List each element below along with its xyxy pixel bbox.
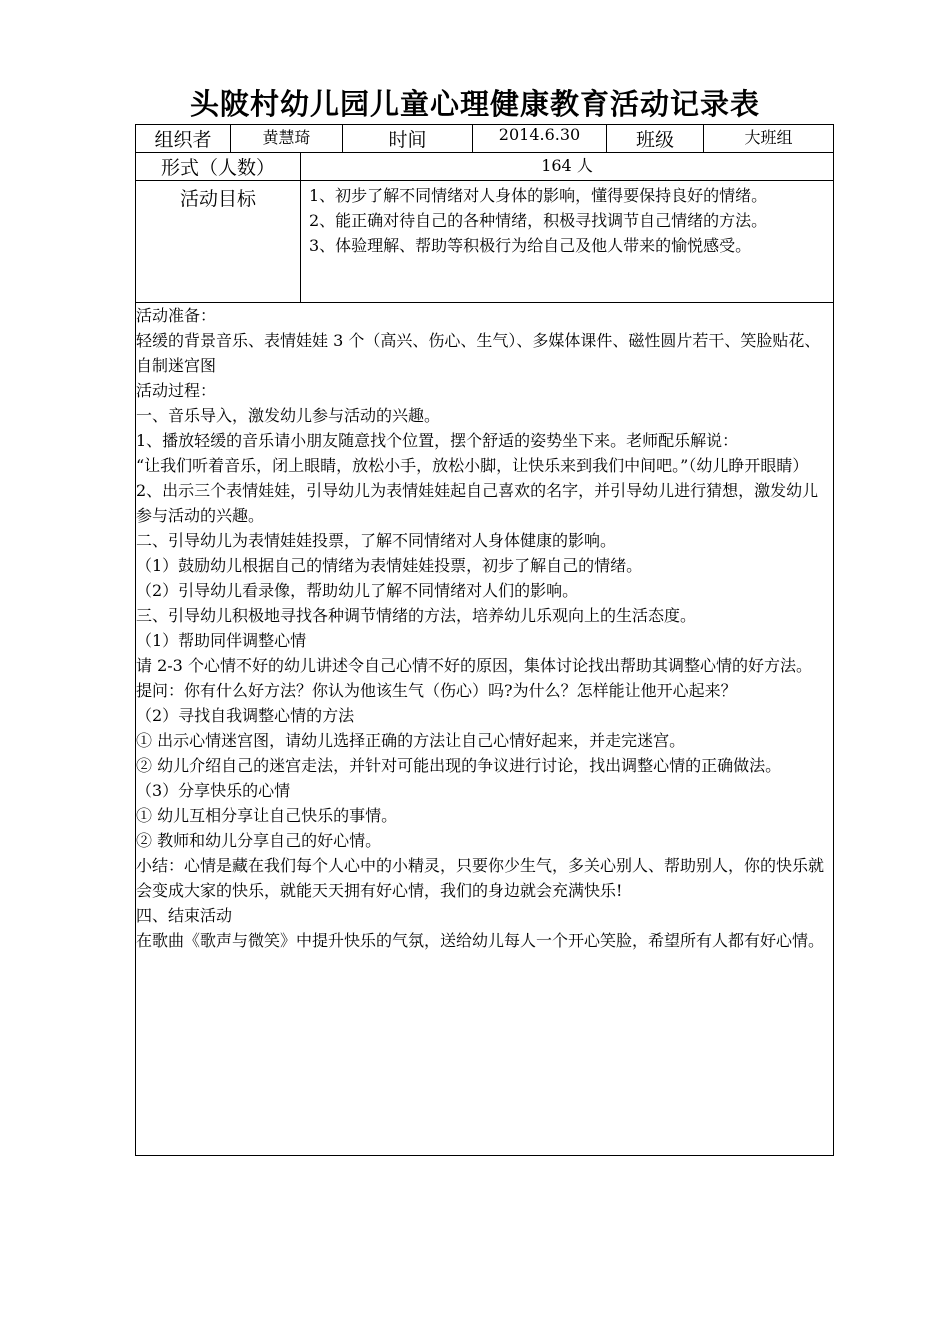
goals-label: 活动目标 — [136, 181, 301, 303]
process-line: ① 出示心情迷宫图，请幼儿选择正确的方法让自己心情好起来，并走完迷宫。 — [136, 731, 686, 750]
goal-item: 1、初步了解不同情绪对人身体的影响，懂得要保持良好的情绪。 — [309, 186, 768, 205]
process-line: （3）分享快乐的心情 — [136, 781, 291, 800]
process-line: ② 教师和幼儿分享自己的好心情。 — [136, 831, 382, 850]
process-row — [136, 303, 834, 1156]
document-title: 头陂村幼儿园儿童心理健康教育活动记录表 — [189, 87, 760, 121]
process-line: 在歌曲《歌声与微笑》中提升快乐的气氛，送给幼儿每人一个开心笑脸，希望所有人都有好心情。 — [136, 931, 825, 950]
process-line: （1）鼓励幼儿根据自己的情绪为表情娃娃投票，初步了解自己的情绪。 — [136, 556, 643, 575]
process-line: （2）引导幼儿看录像，帮助幼儿了解不同情绪对人们的影响。 — [136, 581, 579, 600]
process-line: 请 2-3 个心情不好的幼儿讲述令自己心情不好的原因，集体讨论找出帮助其调整心情的好方法。 — [136, 656, 812, 675]
class-value: 大班组 — [704, 125, 834, 153]
goal-item: 3、体验理解、帮助等积极行为给自己及他人带来的愉悦感受。 — [309, 236, 752, 255]
process-line: （1）帮助同伴调整心情 — [136, 631, 307, 650]
process-line: 1、播放轻缓的音乐请小朋友随意找个位置，摆个舒适的姿势坐下来。老师配乐解说： — [136, 431, 739, 450]
goal-item: 2、能正确对待自己的各种情绪，积极寻找调节自己情绪的方法。 — [309, 211, 768, 230]
header-row — [136, 125, 834, 153]
process-line: （2）寻找自我调整心情的方法 — [136, 706, 355, 725]
process-line: 2、出示三个表情娃娃，引导幼儿为表情娃娃起自己喜欢的名字，并引导幼儿进行猜想，激发幼儿参与活动的兴趣。 — [136, 481, 819, 525]
process-line: 一、音乐导入，激发幼儿参与活动的兴趣。 — [136, 406, 441, 425]
date-value: 2014.6.30 — [473, 125, 607, 153]
process-line: 三、引导幼儿积极地寻找各种调节情绪的方法，培养幼儿乐观向上的生活态度。 — [136, 606, 697, 625]
process-content — [136, 303, 834, 1156]
process-line: 提问：你有什么好方法？你认为他该生气（伤心）吗?为什么？怎样能让他开心起来？ — [136, 681, 737, 700]
process-line: 活动过程： — [136, 381, 217, 400]
class-label: 班级 — [607, 125, 704, 153]
goals-row — [136, 181, 834, 303]
process-line: 四、结束活动 — [136, 906, 233, 925]
process-line: 活动准备： — [136, 306, 217, 325]
form-row — [136, 153, 834, 181]
organizer-value: 黄慧琦 — [231, 125, 343, 153]
process-line: ② 幼儿介绍自己的迷宫走法，并针对可能出现的争议进行讨论，找出调整心情的正确做法。 — [136, 756, 782, 775]
time-label: 时间 — [343, 125, 473, 153]
process-line: 小结：心情是藏在我们每个人心中的小精灵，只要你少生气，多关心别人、帮助别人，你的快乐就会变成大家的快乐，就能天天拥有好心情，我们的身边就会充满快乐! — [136, 856, 825, 900]
process-line: 二、引导幼儿为表情娃娃投票，了解不同情绪对人身体健康的影响。 — [136, 531, 617, 550]
form-label: 形式（人数） — [136, 153, 301, 181]
organizer-label: 组织者 — [136, 125, 231, 153]
process-line: “让我们听着音乐，闭上眼睛，放松小手，放松小脚，让快乐来到我们中间吧。”（幼儿睁开眼睛） — [136, 456, 809, 475]
goals-content — [301, 181, 834, 303]
form-value: 164 人 — [301, 153, 834, 181]
record-table — [135, 124, 834, 1156]
process-line: ① 幼儿互相分享让自己快乐的事情。 — [136, 806, 398, 825]
process-line: 轻缓的背景音乐、表情娃娃 3 个（高兴、伤心、生气）、多媒体课件、磁性圆片若干、笑脸贴花、自制迷宫图 — [136, 331, 821, 375]
